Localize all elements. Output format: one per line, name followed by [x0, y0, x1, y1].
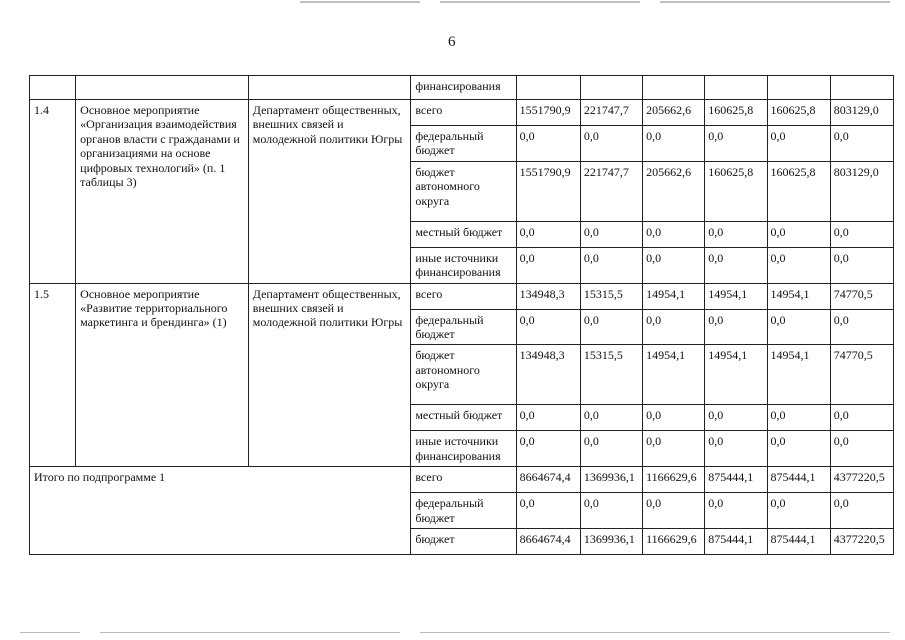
- item-name: Основное мероприятие «Организация взаимодействия органов власти с гражданами и организациями на основе цифровых технологий» (п. 1 таблицы 3): [76, 100, 249, 284]
- value-cell: 0,0: [580, 126, 642, 162]
- value-cell: 0,0: [516, 405, 580, 431]
- value-cell: 0,0: [643, 221, 705, 247]
- value-cell: 0,0: [767, 247, 830, 283]
- value-cell: 0,0: [516, 493, 580, 529]
- value-cell: 0,0: [830, 493, 893, 529]
- value-cell: 205662,6: [643, 161, 705, 221]
- value-cell: 160625,8: [767, 161, 830, 221]
- value-cell: 0,0: [516, 221, 580, 247]
- value-cell: 0,0: [830, 221, 893, 247]
- value-cell: 803129,0: [830, 161, 893, 221]
- value-cell: 0,0: [516, 126, 580, 162]
- value-cell: 0,0: [767, 126, 830, 162]
- empty-cell: [705, 76, 767, 100]
- value-cell: 875444,1: [767, 528, 830, 554]
- value-cell: 0,0: [580, 221, 642, 247]
- empty-cell: [767, 76, 830, 100]
- value-cell: 0,0: [830, 247, 893, 283]
- source-cell: федеральный бюджет: [411, 493, 516, 529]
- source-cell: иные источники финансирования: [411, 247, 516, 283]
- value-cell: 14954,1: [705, 345, 767, 405]
- source-cell: финансирования: [411, 76, 516, 100]
- empty-cell: [830, 76, 893, 100]
- value-cell: 1369936,1: [580, 467, 642, 493]
- value-cell: 14954,1: [767, 283, 830, 309]
- source-cell: федеральный бюджет: [411, 309, 516, 345]
- source-cell: местный бюджет: [411, 221, 516, 247]
- item-executor: Департамент общественных, внешних связей и молодежной политики Югры: [248, 100, 411, 284]
- value-cell: 221747,7: [580, 100, 642, 126]
- value-cell: 0,0: [516, 309, 580, 345]
- value-cell: 14954,1: [643, 283, 705, 309]
- item-number: 1.5: [30, 283, 76, 467]
- value-cell: 1166629,6: [643, 467, 705, 493]
- empty-cell: [76, 76, 249, 100]
- value-cell: 4377220,5: [830, 467, 893, 493]
- value-cell: 0,0: [705, 247, 767, 283]
- source-cell: всего: [411, 467, 516, 493]
- value-cell: 0,0: [705, 431, 767, 467]
- value-cell: 0,0: [643, 431, 705, 467]
- source-cell: всего: [411, 283, 516, 309]
- source-cell: иные источники финансирования: [411, 431, 516, 467]
- source-cell: бюджет автономного округа: [411, 345, 516, 405]
- value-cell: 134948,3: [516, 283, 580, 309]
- value-cell: 0,0: [767, 221, 830, 247]
- value-cell: 160625,8: [705, 161, 767, 221]
- item-number: 1.4: [30, 100, 76, 284]
- value-cell: 0,0: [643, 493, 705, 529]
- value-cell: 1369936,1: [580, 528, 642, 554]
- value-cell: 0,0: [643, 126, 705, 162]
- value-cell: 0,0: [705, 493, 767, 529]
- table-row: [30, 283, 894, 309]
- value-cell: 0,0: [643, 247, 705, 283]
- value-cell: 0,0: [516, 247, 580, 283]
- value-cell: 1551790,9: [516, 161, 580, 221]
- value-cell: 0,0: [830, 126, 893, 162]
- value-cell: 15315,5: [580, 283, 642, 309]
- value-cell: 0,0: [516, 431, 580, 467]
- value-cell: 221747,7: [580, 161, 642, 221]
- value-cell: 0,0: [830, 309, 893, 345]
- item-name: Основное мероприятие «Развитие территориального маркетинга и брендинга» (1): [76, 283, 249, 467]
- empty-cell: [516, 76, 580, 100]
- value-cell: 0,0: [767, 493, 830, 529]
- value-cell: 0,0: [580, 405, 642, 431]
- total-row: [30, 467, 894, 493]
- item-executor: Департамент общественных, внешних связей и молодежной политики Югры: [248, 283, 411, 467]
- value-cell: 0,0: [767, 309, 830, 345]
- value-cell: 0,0: [767, 431, 830, 467]
- value-cell: 875444,1: [705, 467, 767, 493]
- value-cell: 8664674,4: [516, 467, 580, 493]
- value-cell: 134948,3: [516, 345, 580, 405]
- value-cell: 0,0: [580, 493, 642, 529]
- value-cell: 160625,8: [767, 100, 830, 126]
- value-cell: 0,0: [705, 126, 767, 162]
- source-cell: местный бюджет: [411, 405, 516, 431]
- empty-cell: [30, 76, 76, 100]
- value-cell: 14954,1: [767, 345, 830, 405]
- value-cell: 0,0: [705, 221, 767, 247]
- value-cell: 0,0: [705, 309, 767, 345]
- value-cell: 875444,1: [767, 467, 830, 493]
- financing-table: [29, 75, 894, 555]
- total-label: Итого по подпрограмме 1: [30, 467, 411, 555]
- value-cell: 8664674,4: [516, 528, 580, 554]
- source-cell: федеральный бюджет: [411, 126, 516, 162]
- value-cell: 0,0: [830, 405, 893, 431]
- scan-top-artifact: [0, 0, 905, 4]
- empty-cell: [248, 76, 411, 100]
- value-cell: 15315,5: [580, 345, 642, 405]
- value-cell: 1166629,6: [643, 528, 705, 554]
- value-cell: 0,0: [580, 309, 642, 345]
- value-cell: 0,0: [643, 309, 705, 345]
- value-cell: 4377220,5: [830, 528, 893, 554]
- value-cell: 0,0: [830, 431, 893, 467]
- value-cell: 0,0: [643, 405, 705, 431]
- empty-cell: [580, 76, 642, 100]
- value-cell: 74770,5: [830, 283, 893, 309]
- value-cell: 14954,1: [705, 283, 767, 309]
- source-cell: всего: [411, 100, 516, 126]
- page-number: 6: [448, 34, 456, 50]
- source-cell: бюджет автономного округа: [411, 161, 516, 221]
- value-cell: 74770,5: [830, 345, 893, 405]
- table-row: [30, 100, 894, 126]
- continuation-row: [30, 76, 894, 100]
- source-cell: бюджет: [411, 528, 516, 554]
- value-cell: 0,0: [705, 405, 767, 431]
- value-cell: 1551790,9: [516, 100, 580, 126]
- scan-bottom-artifact: [0, 630, 905, 636]
- value-cell: 14954,1: [643, 345, 705, 405]
- value-cell: 0,0: [580, 431, 642, 467]
- value-cell: 803129,0: [830, 100, 893, 126]
- value-cell: 160625,8: [705, 100, 767, 126]
- value-cell: 205662,6: [643, 100, 705, 126]
- value-cell: 0,0: [767, 405, 830, 431]
- empty-cell: [643, 76, 705, 100]
- value-cell: 0,0: [580, 247, 642, 283]
- value-cell: 875444,1: [705, 528, 767, 554]
